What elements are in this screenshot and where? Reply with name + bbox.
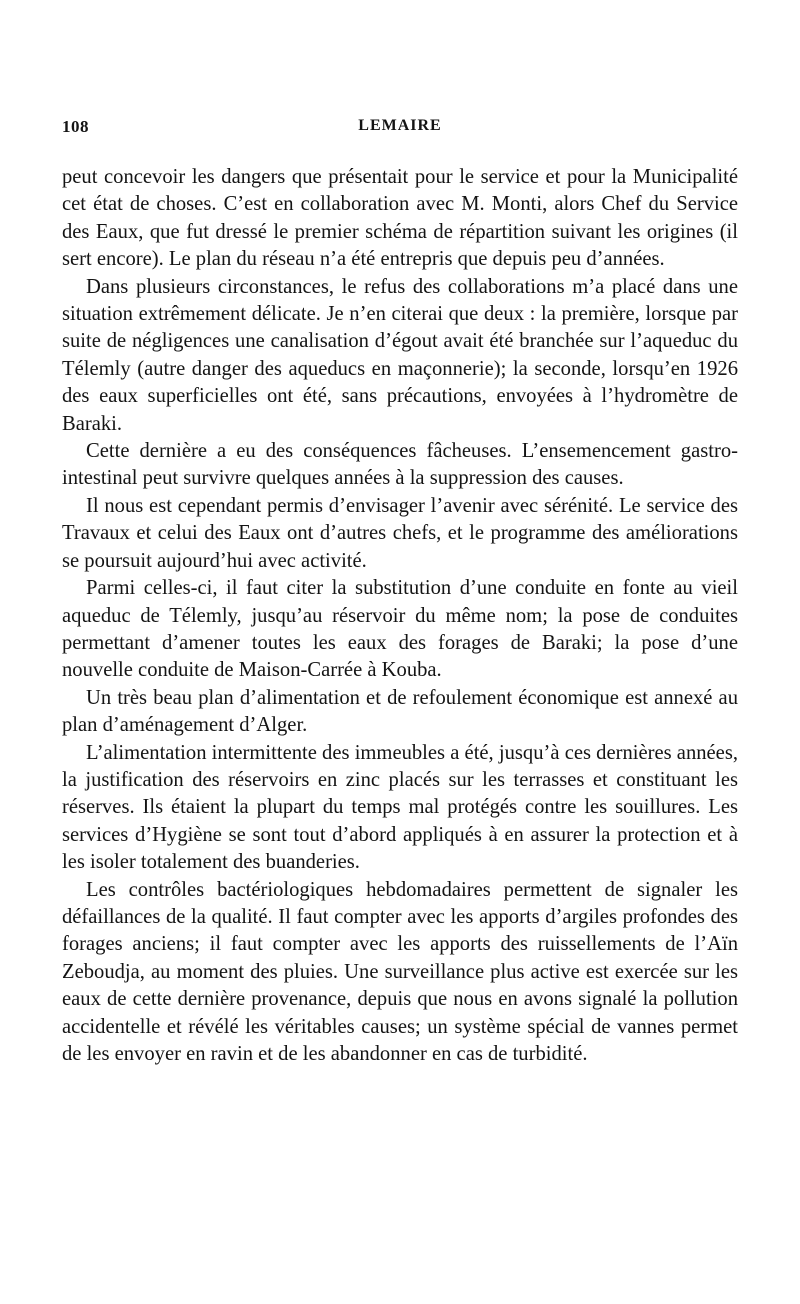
page-number: 108	[62, 117, 89, 136]
paragraph: Un très beau plan d’alimentation et de refoulement économique est annexé au plan d’aménagement d’Alger.	[62, 686, 738, 737]
running-header	[62, 117, 738, 141]
paragraph: Dans plusieurs circonstances, le refus des collaborations m’a placé dans une situation extrêmement délicate. Je n’en citerai que deux : la première, lorsque par suite de négligences une canalisation d’égout avait été branchée sur l’aqueduc du Télemly (autre danger des aqueducs en maçonnerie); la seconde, lorsqu’en 1926 des eaux superficielles ont été, sans précautions, envoyées à l’hydromètre de Baraki.	[62, 275, 738, 435]
paragraph: Cette dernière a eu des conséquences fâcheuses. L’ensemencement gastro-intestinal peut survivre quelques années à la suppression des causes.	[62, 440, 738, 490]
body-text	[62, 164, 738, 1068]
paragraph-continuation: peut concevoir les dangers que présentait pour le service et pour la Municipalité cet état de choses. C’est en collaboration avec M. Monti, alors Chef du Service des Eaux, que fut dressé le premier schéma de répartition suivant les origines (il sert encore). Le plan du réseau n’a été entrepris que depuis peu d’années.	[62, 166, 738, 271]
paragraph: Parmi celles-ci, il faut citer la substitution d’une conduite en fonte au vieil aqueduc de Télemly, jusqu’au réservoir du même nom; la pose de conduites permettant d’amener toutes les eaux des forages de Baraki; la pose d’une nouvelle conduite de Maison-Carrée à Kouba.	[62, 577, 738, 682]
paragraph: Il nous est cependant permis d’envisager l’avenir avec sérénité. Le service des Travaux et celui des Eaux ont d’autres chefs, et le programme des améliorations se poursuit aujourd’hui avec activité.	[62, 494, 738, 572]
running-title: LEMAIRE	[358, 117, 442, 134]
paragraph: L’alimentation intermittente des immeubles a été, jusqu’à ces dernières années, la justification des réservoirs en zinc placés sur les terrasses et constituant les réserves. Ils étaient la plupart du temps mal protégés contre les souillures. Les services d’Hygiène se sont tout d’abord appliqués à en assurer la protection et à les isoler totalement des buanderies.	[62, 741, 738, 874]
paragraph: Les contrôles bactériologiques hebdomadaires permettent de signaler les défaillances de la qualité. Il faut compter avec les apports d’argiles profondes des forages anciens; il faut compter avec les apports des ruissellements de l’Aïn Zeboudja, au moment des pluies. Une surveillance plus active est exercée sur les eaux de cette dernière provenance, depuis que nous en avons signalé la pollution accidentelle et révélé les véritables causes; un système spécial de vannes permet de les envoyer en ravin et de les abandonner en cas de turbidité.	[62, 878, 738, 1065]
